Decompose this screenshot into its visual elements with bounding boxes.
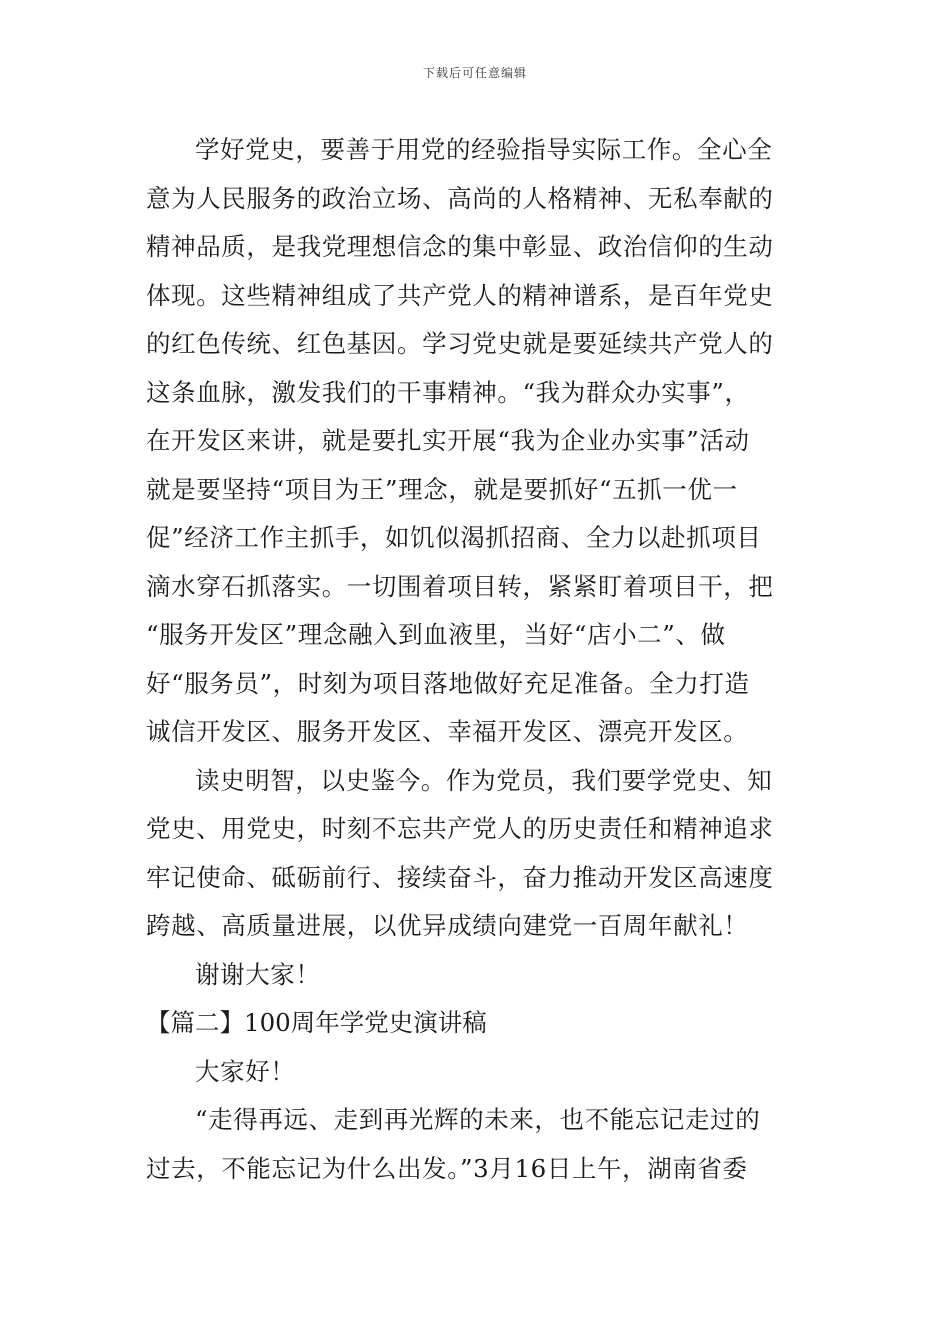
page-header: 下载后可任意编辑: [422, 66, 527, 80]
text-line: 在开发区来讲，就是要扎实开展“我为企业办实事”活动: [146, 426, 750, 455]
text-line: “服务开发区”理念融入到血液里，当好“店小二”、做: [146, 620, 726, 649]
text-line: 促”经济工作主抓手，如饥似渴抓招商、全力以赴抓项目: [146, 523, 762, 552]
document-body: [146, 126, 806, 1193]
text-line: 读史明智，以史鉴今。作为党员，我们要学党史、知: [195, 765, 773, 795]
text-line: 谢谢大家！: [195, 959, 321, 989]
section-heading: 【篇二】100周年学党史演讲稿: [146, 1008, 487, 1037]
text-line: 党史、用党史，时刻不忘共产党人的历史责任和精神追求: [146, 814, 774, 843]
text-line: 这条血脉，激发我们的干事精神。“我为群众办实事”，: [146, 377, 750, 407]
paragraph-1: [146, 126, 806, 757]
text-line: 意为人民服务的政治立场、高尚的人格精神、无私奉献的: [146, 183, 774, 213]
text-line: 学好党史，要善于用党的经验指导实际工作。全心全: [195, 135, 773, 164]
text-line: 滴水穿石抓落实。一切围着项目转，紧紧盯着项目干，把: [146, 571, 774, 601]
text-line: “走得再远、走到再光辉的未来，也不能忘记走过的: [195, 1105, 761, 1134]
paragraph-3: [146, 951, 806, 1000]
text-line: 大家好！: [195, 1056, 296, 1086]
paragraph-5: [146, 1096, 806, 1193]
text-line: 过去，不能忘记为什么出发。”3月16日上午，湖南省委: [146, 1153, 748, 1183]
text-line: 的红色传统、红色基因。学习党史就是要延续共产党人的: [146, 329, 774, 358]
text-line: 好“服务员”，时刻为项目落地做好充足准备。全力打造: [146, 668, 750, 698]
text-line: 体现。这些精神组成了共产党人的精神谱系，是百年党史: [146, 280, 774, 310]
text-line: 精神品质，是我党理想信念的集中彰显、政治信仰的生动: [146, 232, 774, 261]
paragraph-4: [146, 1048, 806, 1097]
text-line: 跨越、高质量进展，以优异成绩向建党一百周年献礼！: [146, 911, 749, 940]
text-line: 牢记使命、砥砺前行、接续奋斗，奋力推动开发区高速度: [146, 862, 774, 892]
paragraph-2: [146, 757, 806, 951]
text-line: 就是要坚持“项目为王”理念，就是要抓好“五抓一优一: [146, 474, 738, 504]
text-line: 诚信开发区、服务开发区、幸福开发区、漂亮开发区。: [146, 717, 749, 746]
